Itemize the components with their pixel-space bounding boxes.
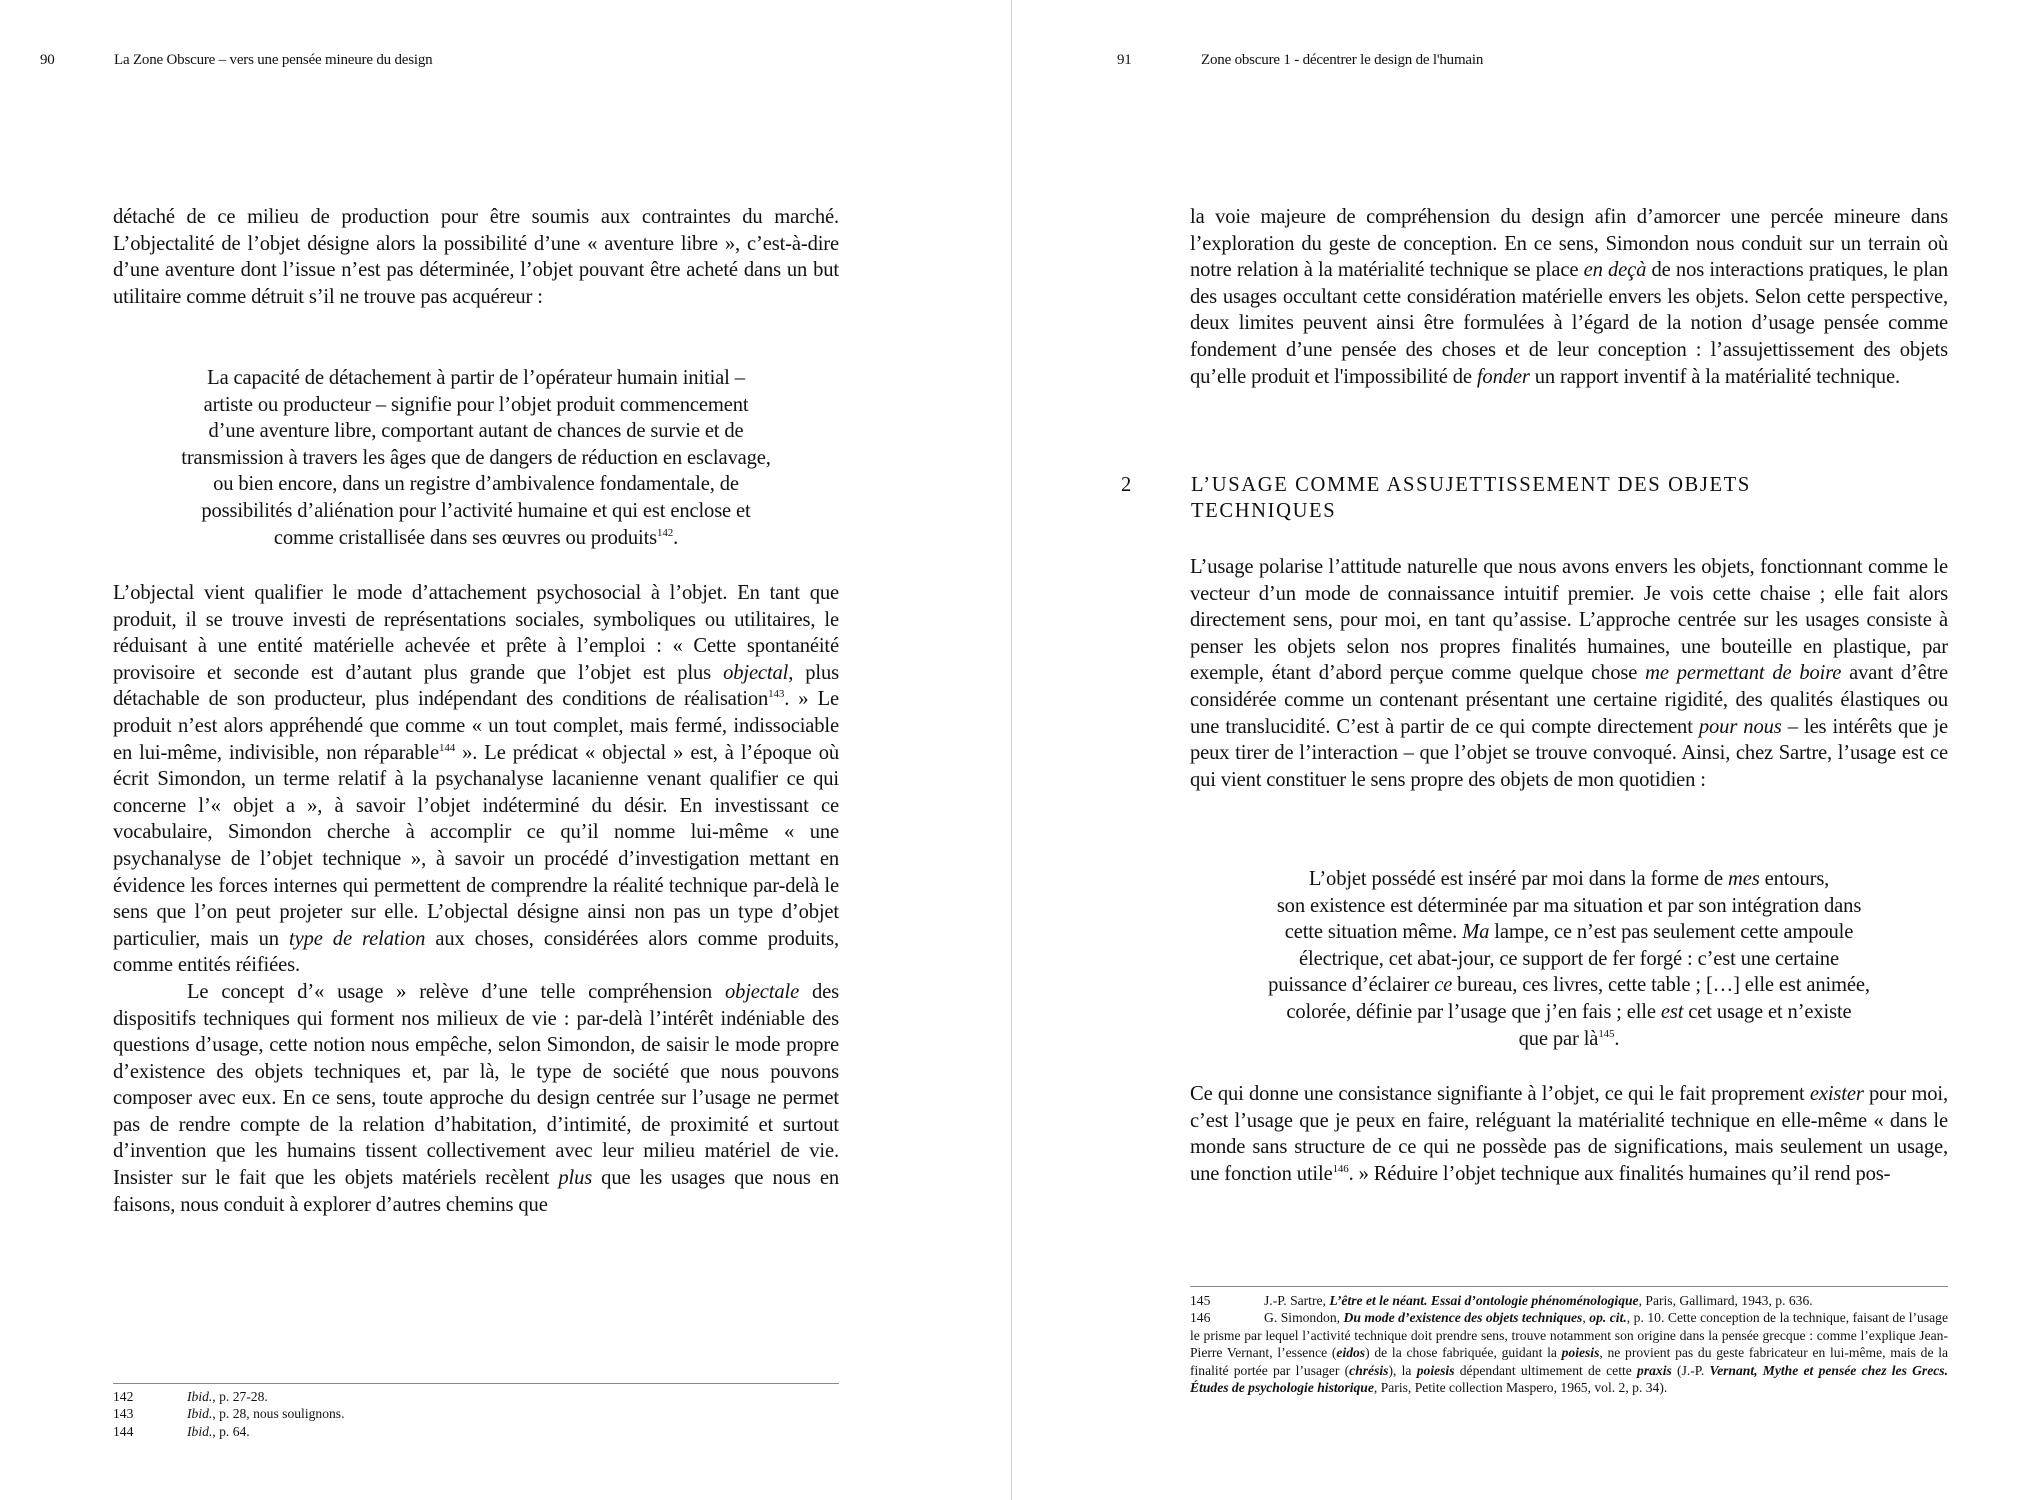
footnote: 143 Ibid., p. 28, nous soulignons. <box>113 1406 345 1422</box>
section-title: L’USAGE COMME ASSUJETTISSEMENT DES OBJETS TECHNIQUES <box>1191 474 1751 522</box>
body-paragraph: L’objectal vient qualifier le mode d’attachement psychosocial à l’objet. En tant que produit, il se trouve investi de représentations sociales, symboliques ou utilitaires, le réduisant à une entité matérielle achevée et prête à l’emploi : « Cette spontanéité provisoire et seconde est d’autant plus grande que l’objet est plus objectal, plus détachable de son producteur, plus indépendant des conditions de réalisation$^{143}$. » Le produit n’est alors appréhendé que comme « un tout complet, mais fermé, indissociable en lui-même, indivisible, non réparable$^{144}$ ». Le prédicat « objectal » est, à l’époque où écrit Simondon, un terme relatif à la psychanalyse lacanienne venant qualifier ce qui concerne l’« objet a », à savoir l’objet indéterminé du désir. En investissant ce vocabulaire, Simondon cherche à accomplir ce qu’il nomme lui-même « une psychanalyse de l’objet technique », à savoir un procédé d’investigation mettant en évidence les forces internes qui permettent de comprendre la réalité technique par-delà le sens que l’on peut projeter sur elle. L’objectal désigne ainsi non pas un type d’objet particulier, mais un type de relation aux choses, considérées alors comme produits, comme entités réifiées. Le concept d’« usage » relève d’une telle compréhension objectale des dispositifs techniques qui forment nos milieux de vie : par-delà l’intérêt indéniable des questions d’usage, cette notion nous empêche, selon Simondon, de saisir le mode propre d’existence des objets techniques et, par là, le type de société que nous pouvons composer avec eux. En ce sens, toute approche du design centrée sur l’usage ne permet pas de rendre compte de la relation d’habitation, d’intimité, de proximité et surtout d’invention que les humains tissent collectivement avec leur milieu matériel de vie. Insister sur le fait que les objets matériels recèlent plus que les usages que nous en faisons, nous conduit à explorer d’autres chemins que <box>113 582 840 1216</box>
block-quote: L’objet possédé est inséré par moi dans la forme de mes entours, son existence est déterminée par ma situation et par son intégration dans cette situation même. Ma lampe, ce n’est pas seulement cette ampoule électrique, cet abat-jour, ce support de fer forgé : c’est une certaine puissance d’éclairer ce bureau, ces livres, cette table ; […] elle est animée, colorée, définie par l’usage que j’en fais ; elle est cet usage et n’existe que par $là^{145}$. <box>1268 868 1870 1050</box>
footnote: 142 Ibid., p. 27-28. <box>113 1389 268 1404</box>
right-page <box>1011 0 2022 1500</box>
footnote-ref[interactable]: 144 <box>439 741 456 754</box>
running-head-title: La Zone Obscure – vers une pensée mineure du design <box>114 52 433 68</box>
footnote-146: 146 G. Simondon, Du mode d’existence des objets techniques, op. cit., p. 10. Cette conception de la technique, faisant de l’usage le prisme par lequel l’activité technique doit prendre sens, trouve notamment son origine dans la pensée grecque : comme l’explique Jean-Pierre Vernant, l’essence (eidos) de la chose fabriquée, guidant la poiesis, ne provient pas du geste fabricateur en lui-même, mais de la finalité portée par l’usager (chrésis), la poiesis dépendant ultimement de cette praxis (J.-P. Vernant, Mythe et pensée chez les Grecs. Études de psychologie historique, Paris, Petite collection Maspero, 1965, vol. 2, p. 34). <box>1190 1310 1949 1396</box>
body-paragraph: L’usage polarise l’attitude naturelle que nous avons envers les objets, fonctionnant comme le vecteur d’un mode de connaissance intuitif premier. Je vois cette chaise ; elle fait alors directement sens, pour moi, en tant qu’assise. L’approche centrée sur les usages consiste à penser les objets selon nos propres finalités humaines, une bouteille en plastique, par exemple, étant d’abord perçue comme quelque chose me permettant de boire avant d’être considérée comme un contenant présentant une certaine rigidité, des qualités élastiques ou une translucidité. C’est à partir de ce qui compte directement pour nous – les intérêts que je peux tirer de l’interaction – que l’objet se trouve convoqué. Ainsi, chez Sartre, l’usage est ce qui vient constituer le sens propre des objets de mon quotidien : <box>1190 556 1949 791</box>
footnotes <box>113 1388 839 1440</box>
block-quote: La capacité de détachement à partir de l’opérateur humain initial – artiste ou producteur – signifie pour l’objet produit commencement d’une aventure libre, comportant autant de chances de survie et de transmission à travers les âges que de dangers de réduction en esclavage, ou bien encore, dans un registre d’ambivalence fondamentale, de possibilités d’aliénation pour l’activité humaine et qui est enclose et comme cristallisée dans ses œuvres ou produits$^{142}$. <box>181 367 771 549</box>
body-paragraph: Ce qui donne une consistance signifiante à l’objet, ce qui le fait proprement exister pour moi, c’est l’usage que je peux en faire, reléguant la matérialité technique en elle-même « dans le monde sans structure de ce qui ne possède pas de significations, mais seulement un usage, une fonction utile$^{146}$. » Réduire l’objet technique aux finalités humaines qu’il rend pos- <box>1190 1083 1948 1185</box>
body-paragraph: détaché de ce milieu de production pour être soumis aux contraintes du marché. L’objectalité de l’objet désigne alors la possibilité d’une « aventure libre », c’est-à-dire d’une aventure dont l’issue n’est pas déterminée, l’objet pouvant être acheté dans un but utilitaire comme détruit s’il ne trouve pas acquéreur : <box>113 206 839 308</box>
running-head-title: Zone obscure 1 - décentrer le design de l'humain <box>1201 52 1484 68</box>
footnote-ref[interactable]: 142 <box>657 526 674 539</box>
footnote-145: 145 J.-P. Sartre, L’être et le néant. Essai d’ontologie phénoménologique, Paris, Gallimard, 1943, p. 636. <box>1190 1293 1813 1308</box>
footnote-ref[interactable]: 145 <box>1598 1027 1615 1040</box>
footnote-ref[interactable]: 146 <box>1332 1162 1349 1175</box>
footnote-divider <box>113 1383 839 1384</box>
footnote-divider <box>1190 1286 1948 1287</box>
section-number: 2 <box>1121 474 1132 496</box>
footnote: 144 Ibid., p. 64. <box>113 1423 250 1439</box>
page-number: 91 <box>1117 52 1132 68</box>
page-number: 90 <box>40 52 55 68</box>
footnote-ref[interactable]: 143 <box>768 688 785 701</box>
body-paragraph: la voie majeure de compréhension du design afin d’amorcer une percée mineure dans l’exploration du geste de conception. En ce sens, Simondon nous conduit sur un terrain où notre relation à la matérialité technique se place en deçà de nos interactions pratiques, le plan des usages occultant cette considération matérielle envers les objets. Selon cette perspective, deux limites peuvent ainsi être formulées à l’égard de la notion d’usage pensée comme fondement d’une pensée des choses et de leur conception : l’assujettissement des objets qu’elle produit et l'impossibilité de fonder un rapport inventif à la matérialité technique. <box>1190 206 1948 388</box>
footnotes <box>1190 1292 1948 1396</box>
